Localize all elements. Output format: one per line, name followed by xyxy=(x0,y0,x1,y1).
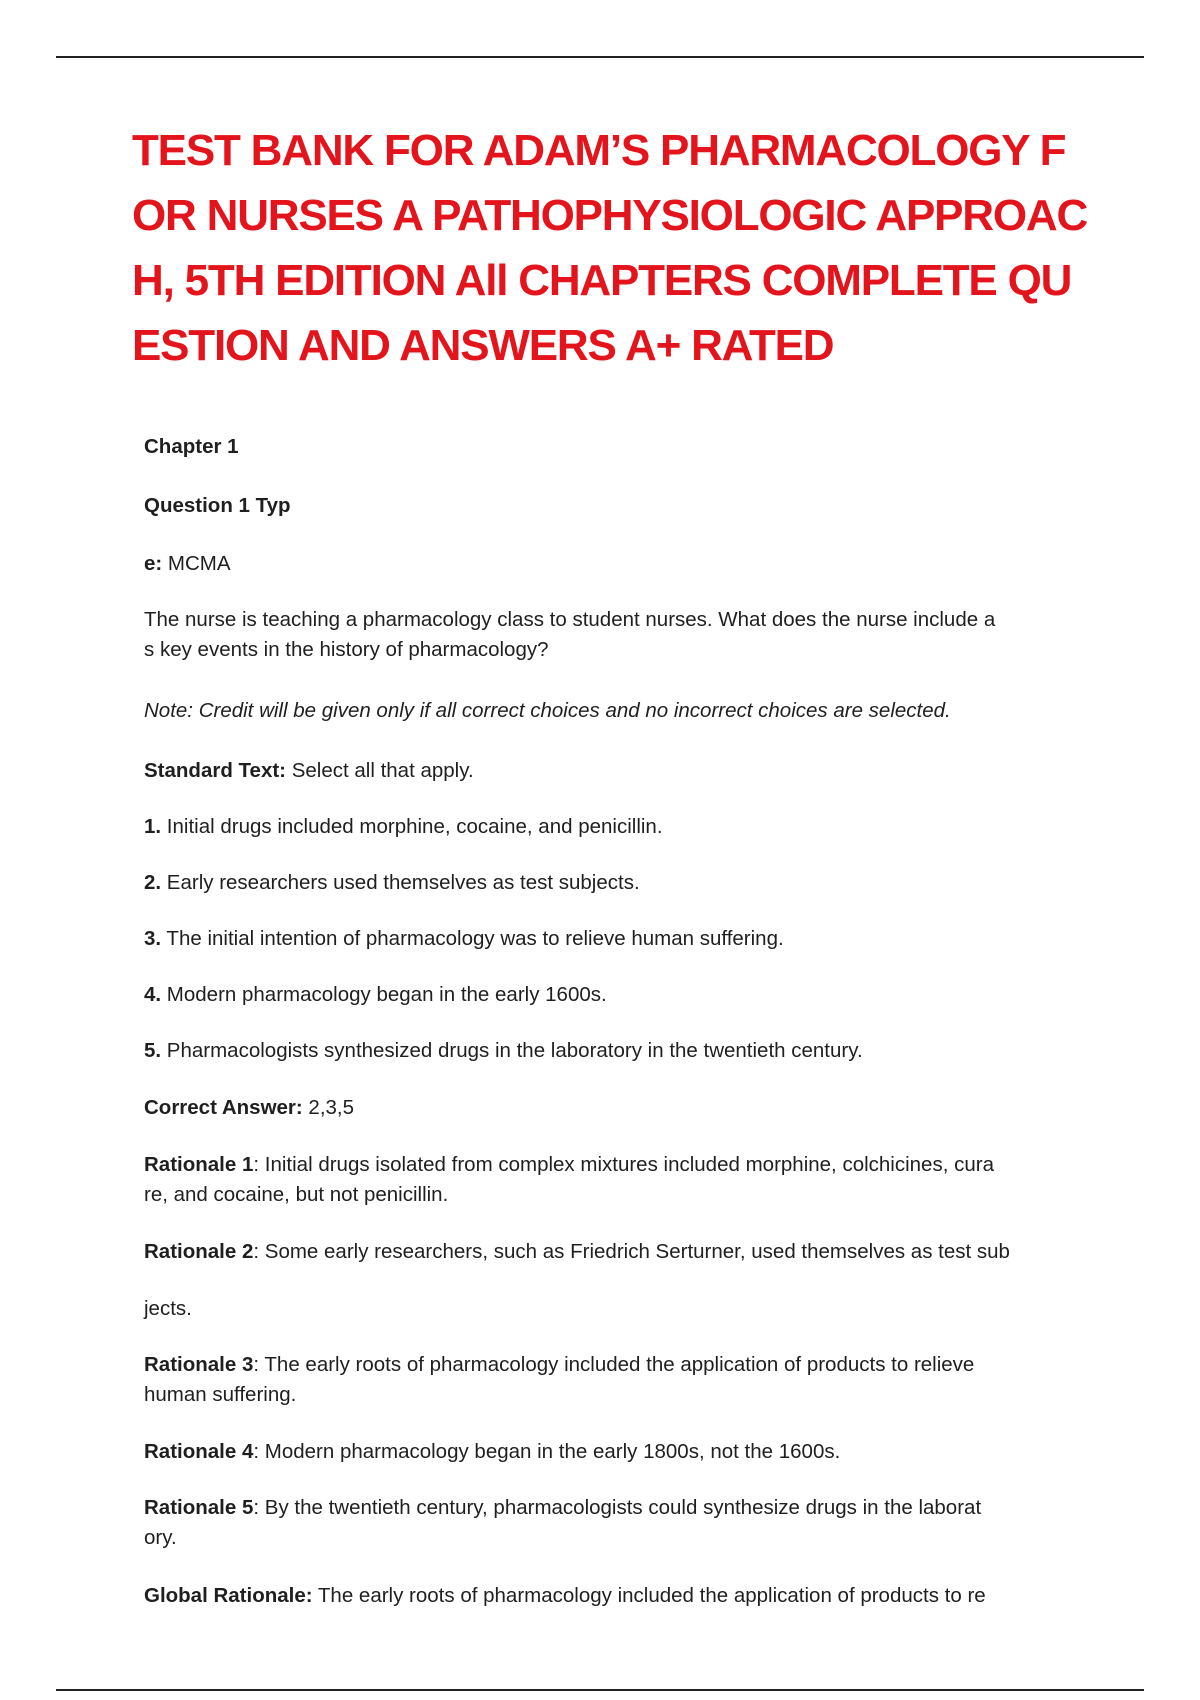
bottom-rule xyxy=(56,1689,1144,1691)
rationale-line xyxy=(144,1350,974,1380)
answer-option xyxy=(144,868,640,898)
rationale-continuation: ory. xyxy=(144,1526,177,1549)
rationale-line xyxy=(144,1437,840,1467)
rationale-continuation: re, and cocaine, but not penicillin. xyxy=(144,1183,449,1206)
rationale-line xyxy=(144,1150,994,1180)
global-rationale xyxy=(144,1581,986,1611)
rationale-label: Rationale 2 xyxy=(144,1240,254,1263)
rationale-continuation: human suffering. xyxy=(144,1383,297,1406)
standard-text-value: Select all that apply. xyxy=(286,759,474,782)
option-number: 4. xyxy=(144,983,162,1006)
rationale-text: : Modern pharmacology began in the early 1800s, not the 1600s. xyxy=(253,1440,841,1463)
answer-option xyxy=(144,924,784,954)
answer-option xyxy=(144,812,663,842)
document-title xyxy=(132,118,1102,378)
credit-note: Note: Credit will be given only if all correct choices and no incorrect choices are selected. xyxy=(144,699,951,722)
correct-answer xyxy=(144,1093,354,1123)
rationale-label: Rationale 5 xyxy=(144,1496,254,1519)
option-text: The initial intention of pharmacology was to relieve human suffering. xyxy=(161,927,784,950)
answer-option xyxy=(144,980,607,1010)
standard-text-label: Standard Text: xyxy=(144,759,286,782)
rationale-line xyxy=(144,1493,981,1523)
question-stem-line: The nurse is teaching a pharmacology class to student nurses. What does the nurse include a xyxy=(144,608,996,631)
option-number: 3. xyxy=(144,927,162,950)
title-line: ESTION AND ANSWERS A+ RATED xyxy=(132,321,834,370)
question-type-label-continued: e: xyxy=(144,552,163,575)
rationale-label: Rationale 4 xyxy=(144,1440,254,1463)
correct-answer-value: 2,3,5 xyxy=(302,1096,355,1119)
answer-option xyxy=(144,1036,863,1066)
question-type-label: Question 1 Typ xyxy=(144,494,291,517)
title-line: TEST BANK FOR ADAM’S PHARMACOLOGY F xyxy=(132,126,1066,175)
option-number: 1. xyxy=(144,815,162,838)
rationale-text: : Some early researchers, such as Friedrich Serturner, used themselves as test sub xyxy=(253,1240,1010,1263)
question-type-value: MCMA xyxy=(162,552,231,575)
correct-answer-label: Correct Answer: xyxy=(144,1096,303,1119)
question-stem-line: s key events in the history of pharmacology? xyxy=(144,638,549,661)
rationale-line xyxy=(144,1237,1010,1267)
rationale-text: : The early roots of pharmacology included the application of products to relieve xyxy=(253,1353,975,1376)
option-text: Initial drugs included morphine, cocaine, and penicillin. xyxy=(161,815,663,838)
rationale-label: Rationale 1 xyxy=(144,1153,254,1176)
global-rationale-label: Global Rationale: xyxy=(144,1584,313,1607)
chapter-heading: Chapter 1 xyxy=(144,435,239,458)
rationale-text: : By the twentieth century, pharmacologists could synthesize drugs in the laborat xyxy=(253,1496,982,1519)
rationale-continuation: jects. xyxy=(144,1297,192,1320)
standard-text xyxy=(144,756,474,786)
rationale-text: : Initial drugs isolated from complex mixtures included morphine, colchicines, cura xyxy=(253,1153,994,1176)
option-text: Pharmacologists synthesized drugs in the laboratory in the twentieth century. xyxy=(161,1039,863,1062)
option-number: 2. xyxy=(144,871,162,894)
top-rule xyxy=(56,56,1144,58)
rationale-label: Rationale 3 xyxy=(144,1353,254,1376)
option-number: 5. xyxy=(144,1039,162,1062)
title-line: OR NURSES A PATHOPHYSIOLOGIC APPROAC xyxy=(132,191,1088,240)
title-line: H, 5TH EDITION All CHAPTERS COMPLETE QU xyxy=(132,256,1072,305)
option-text: Early researchers used themselves as test subjects. xyxy=(161,871,640,894)
question-type xyxy=(144,549,231,579)
option-text: Modern pharmacology began in the early 1600s. xyxy=(161,983,607,1006)
global-rationale-text: The early roots of pharmacology included the application of products to re xyxy=(312,1584,986,1607)
